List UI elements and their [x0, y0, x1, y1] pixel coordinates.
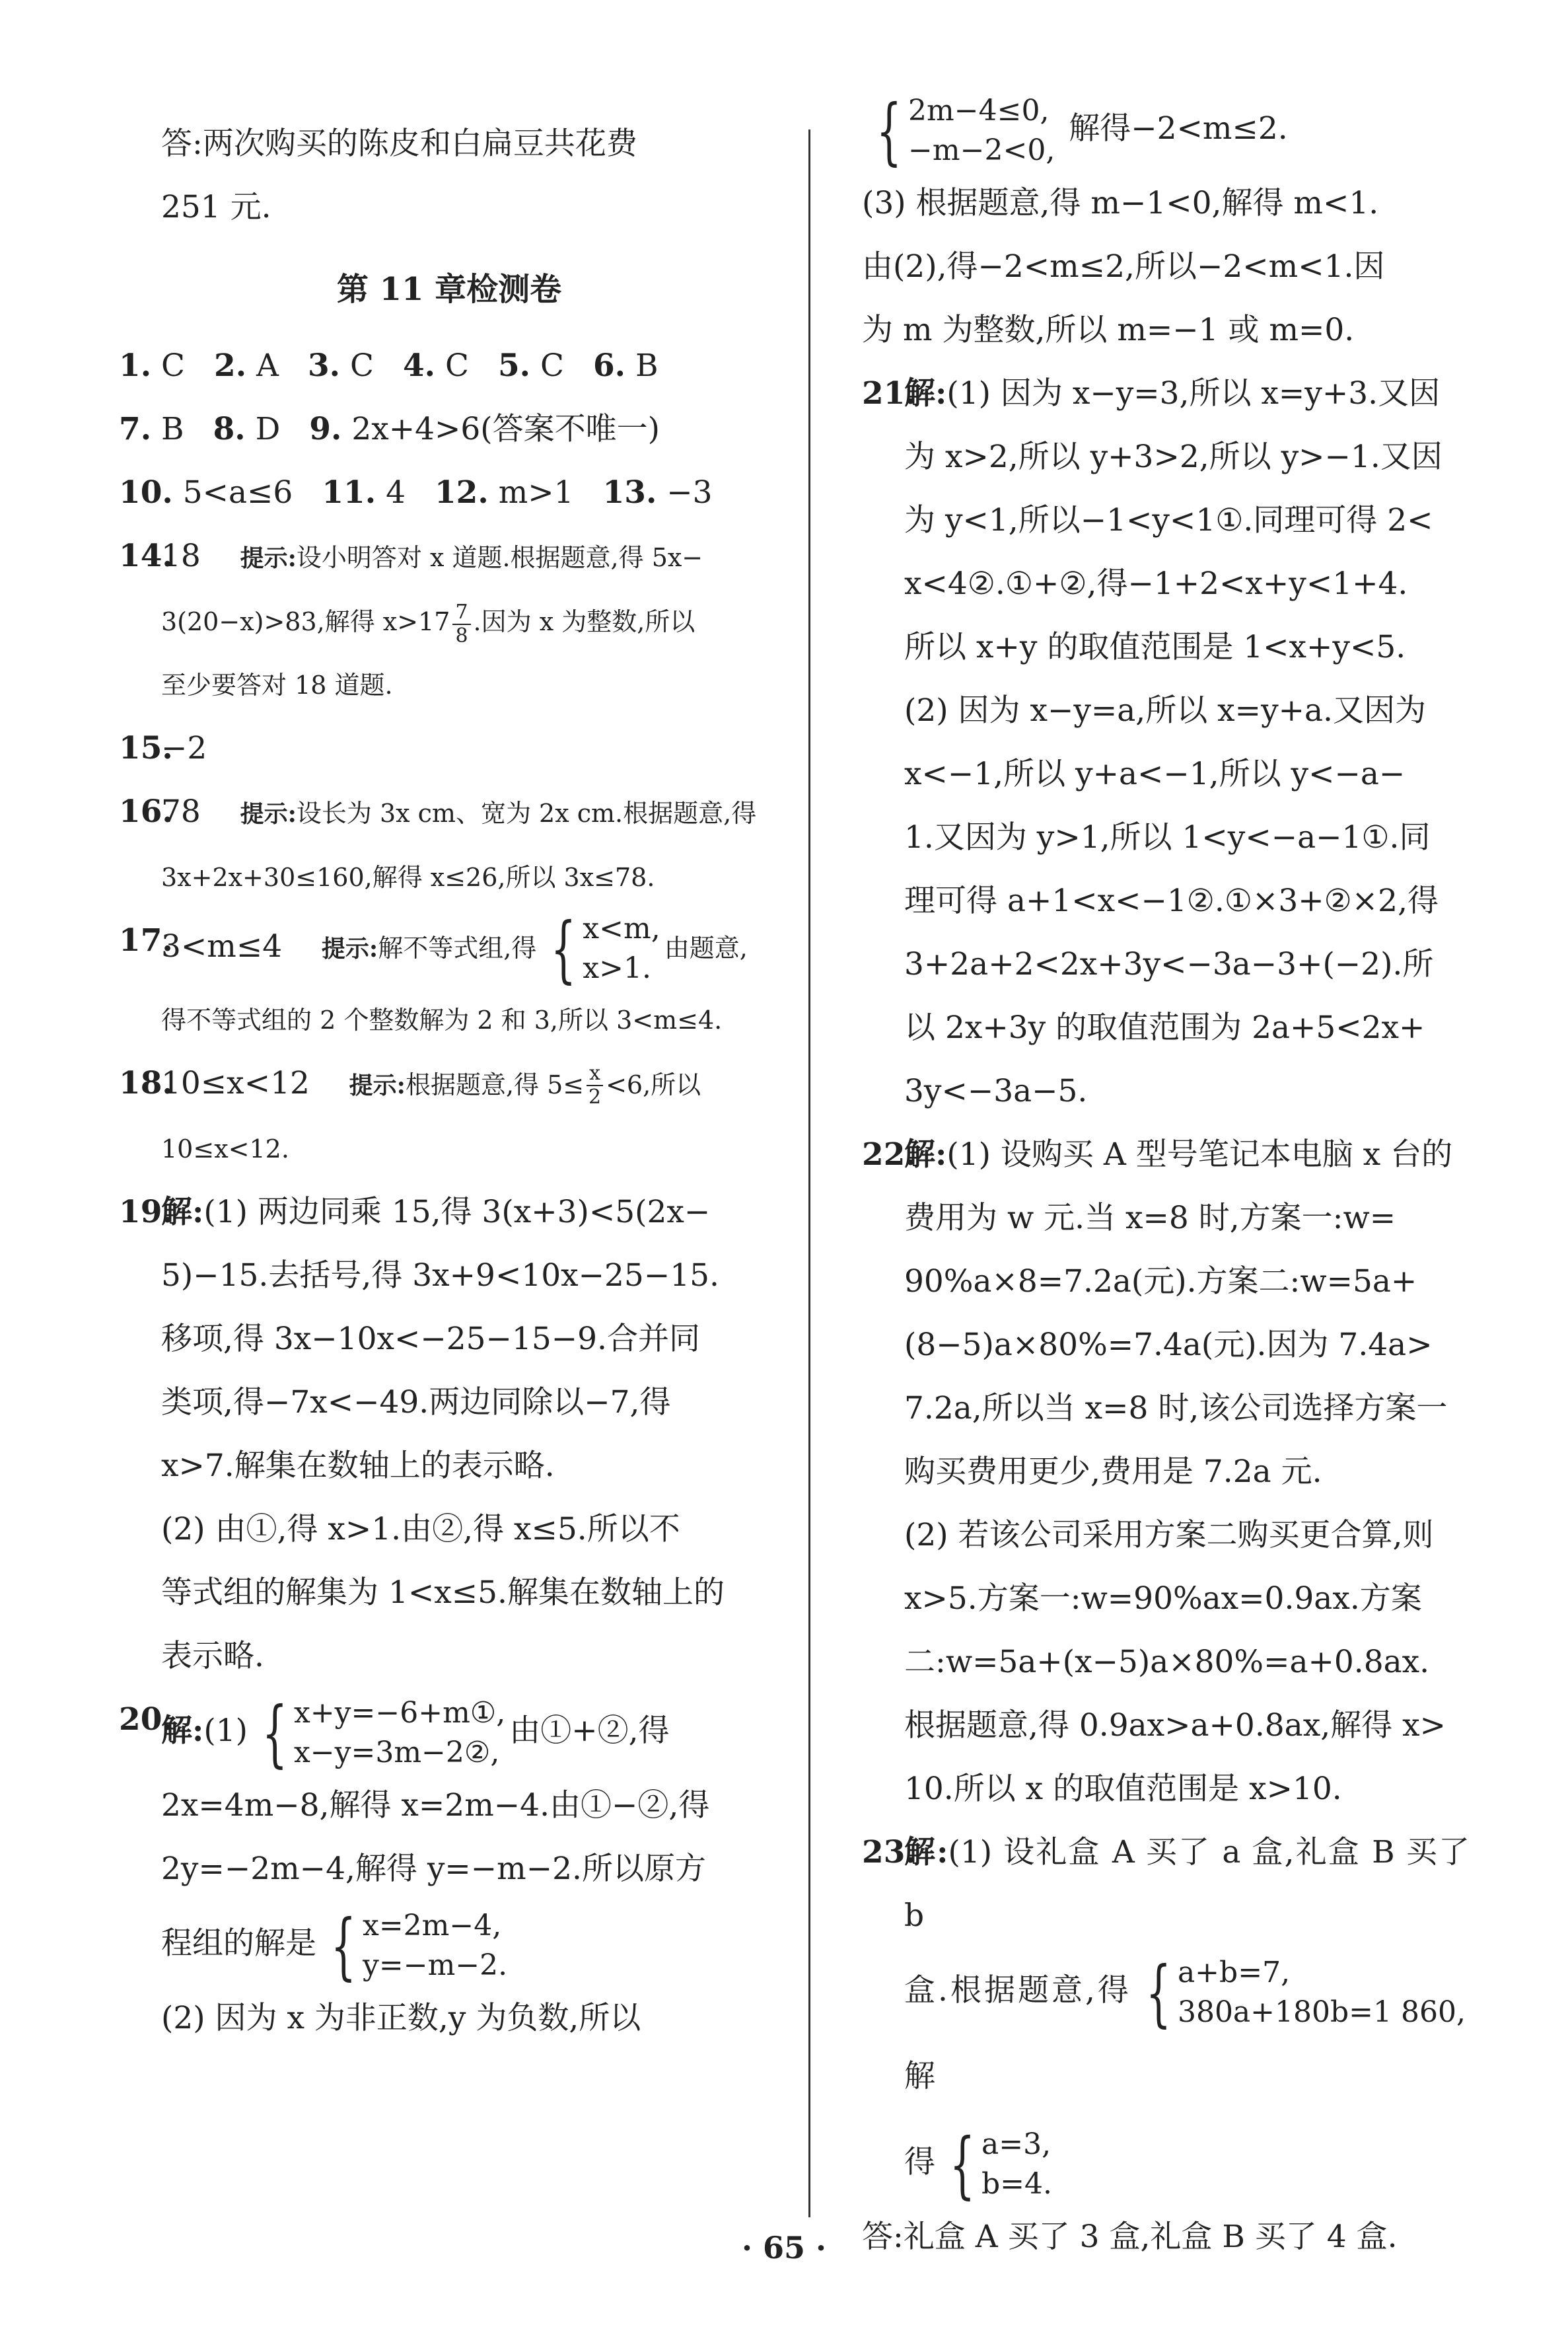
solution-line: 10.所以 x 的取值范围是 x>10.: [904, 1771, 1342, 1807]
system-line: x+y=−6+m①,: [293, 1696, 506, 1730]
hint-text: 至少要答对 18 道题.: [161, 671, 393, 700]
question-number: 20.: [119, 1701, 173, 1738]
question-21: [862, 362, 1470, 1123]
solution-line: 移项,得 3x−10x<−25−15−9.合并同: [161, 1321, 700, 1357]
solution-line: 2y=−2m−4,解得 y=−m−2.所以原方: [161, 1851, 706, 1887]
question-number: 10.: [119, 474, 173, 511]
solution-line: 90%a×8=7.2a(元).方案二:w=5a+: [904, 1263, 1417, 1300]
solution-system: { a=3, b=4.: [949, 2122, 1053, 2207]
answer-value: D: [255, 411, 281, 447]
hint-text: 根据题意,得 5≤: [405, 1070, 585, 1099]
solution-line: 根据题意,得 0.9ax>a+0.8ax,解得 x>: [904, 1707, 1446, 1744]
solution-text: 解: [904, 2058, 935, 2094]
question-number: 8.: [213, 411, 246, 447]
solution-line: (8−5)a×80%=7.4a(元).因为 7.4a>: [904, 1327, 1433, 1363]
denominator: 8: [455, 624, 468, 647]
solution-line: 1.又因为 y>1,所以 1<y<−a−1①.同: [904, 819, 1431, 856]
answer-value: C: [445, 348, 469, 384]
equation-system: { a+b=7, 380a+180b=1 860,: [1145, 1950, 1466, 2035]
answer-value: 4: [386, 474, 406, 511]
numerator: x: [587, 1062, 603, 1086]
solution-text: 程组的解是: [161, 1925, 316, 1962]
solution-line: 所以 x+y 的取值范围是 1<x+y<5.: [904, 629, 1406, 665]
right-column: [862, 89, 1470, 2269]
question-14: [119, 525, 779, 717]
question-number: 6.: [592, 348, 626, 384]
solution-text: 得: [904, 2144, 935, 2180]
question-15: [119, 717, 779, 780]
hint-text: 10≤x<12.: [161, 1134, 289, 1163]
solution-line: 2x=4m−8,解得 x=2m−4.由①−②,得: [161, 1787, 710, 1824]
mc-answer: [403, 334, 469, 398]
solution-line: 等式组的解集为 1<x≤5.解集在数轴上的: [161, 1574, 725, 1611]
mc-answer: [435, 461, 574, 525]
solution-line: 为 y<1,所以−1<y<1①.同理可得 2<: [904, 502, 1433, 538]
answer: 18: [161, 538, 201, 574]
answer: 3<m≤4: [161, 928, 283, 965]
question-number: 16.: [119, 793, 173, 830]
solution-label: 解:: [161, 1194, 204, 1230]
hint-label: 提示:: [321, 935, 378, 963]
page-number: · 65 ·: [741, 2230, 827, 2266]
answer-value: 5<a≤6: [182, 474, 293, 511]
intro-line-1: 答:两次购买的陈皮和白扁豆共花费: [161, 126, 637, 162]
hint-text: <6,所以: [606, 1070, 701, 1099]
solution-system: { x=2m−4, y=−m−2.: [330, 1903, 508, 1988]
question-number: 3.: [307, 348, 341, 384]
hint-text: 设长为 3x cm、宽为 2x cm.根据题意,得: [296, 799, 757, 828]
solution-line: (2) 因为 x−y=a,所以 x=y+a.又因为: [904, 692, 1426, 729]
mc-answer: [322, 461, 406, 525]
mc-row-2: [119, 398, 779, 461]
numerator: 7: [452, 601, 470, 625]
solution-line: x<4②.①+②,得−1+2<x+y<1+4.: [904, 566, 1408, 602]
question-number: 5.: [497, 348, 531, 384]
mc-answer: [593, 334, 659, 398]
answer-value: B: [635, 348, 659, 384]
answer-value: A: [256, 348, 279, 384]
fraction: [452, 601, 470, 647]
denominator: 2: [588, 1086, 602, 1109]
mc-answer: [119, 398, 184, 461]
hint-text: 得不等式组的 2 个整数解为 2 和 3,所以 3<m≤4.: [161, 1006, 723, 1035]
solution-line: 表示略.: [161, 1638, 264, 1674]
mc-answer: [309, 398, 660, 461]
solution-label: 解:: [904, 1136, 947, 1173]
solution-line: (2) 由①,得 x>1.由②,得 x≤5.所以不: [161, 1511, 680, 1547]
question-number: 7.: [119, 411, 152, 447]
question-number: 21.: [862, 375, 916, 412]
answer-value: m>1: [498, 474, 574, 511]
inequality-system: { 2m−4≤0, −m−2<0,: [876, 89, 1055, 173]
solution-line: 7.2a,所以当 x=8 时,该公司选择方案一: [904, 1390, 1448, 1426]
mc-row-3: [119, 461, 779, 525]
system-line: −m−2<0,: [908, 133, 1055, 167]
solution-line: 3+2a+2<2x+3y<−3a−3+(−2).所: [904, 946, 1434, 982]
inequality-system: { x<m, x>1.: [551, 906, 660, 991]
solution-line: 以 2x+3y 的取值范围为 2a+5<2x+: [904, 1010, 1425, 1046]
hint-label: 提示:: [240, 800, 297, 828]
system-line: x−y=3m−2②,: [293, 1736, 500, 1769]
hint-text: 解不等式组,得: [378, 934, 537, 963]
question-22: [862, 1123, 1470, 1821]
system-line: 380a+180b=1 860,: [1177, 1995, 1466, 2029]
system-line: y=−m−2.: [363, 1948, 508, 1982]
intro-line-2: 251 元.: [161, 189, 271, 225]
solution-line: (2) 因为 x 为非正数,y 为负数,所以: [161, 2000, 641, 2036]
hint-text: 设小明答对 x 道题.根据题意,得 5x−: [296, 543, 703, 572]
question-16: [119, 780, 779, 909]
question-23: [862, 1821, 1470, 2207]
system-line: a+b=7,: [1177, 1956, 1291, 1989]
answer: −2: [161, 730, 207, 766]
solution-label: 解:: [904, 375, 947, 412]
solution-line: 由(2),得−2<m≤2,所以−2<m<1.因: [862, 248, 1385, 285]
mc-answer: [119, 334, 185, 398]
column-divider: [808, 129, 810, 2217]
mc-answer: [214, 334, 279, 398]
solution-line: 理可得 a+1<x<−1②.①×3+②×2,得: [904, 883, 1439, 919]
answer-value: C: [161, 348, 185, 384]
system-line: x<m,: [583, 912, 660, 945]
questions-right: [862, 362, 1470, 2205]
solution-line: (1) 两边同乘 15,得 3(x+3)<5(2x−: [203, 1194, 711, 1230]
mc-answer: [498, 334, 564, 398]
question-number: 22.: [862, 1136, 916, 1173]
system-line: 2m−4≤0,: [908, 94, 1050, 128]
question-20: [119, 1688, 779, 2050]
final-answer: 答:礼盒 A 买了 3 盒,礼盒 B 买了 4 盒.: [862, 2219, 1398, 2255]
answer-value: C: [540, 348, 564, 384]
questions-left: [119, 525, 779, 2050]
mc-answer: [213, 398, 281, 461]
question-19: [119, 1181, 779, 1688]
solution-line: (1) 因为 x−y=3,所以 x=y+3.又因: [946, 375, 1441, 412]
solution-line: (3) 根据题意,得 m−1<0,解得 m<1.: [862, 185, 1379, 221]
solution-line: 为 x>2,所以 y+3>2,所以 y>−1.又因: [904, 439, 1443, 475]
system-line: b=4.: [981, 2167, 1053, 2201]
answer-value: −3: [666, 474, 713, 511]
mc-answer: [603, 461, 713, 525]
solution-line: (2) 若该公司采用方案二购买更合算,则: [904, 1517, 1434, 1553]
hint-text: 3(20−x)>83,解得 x>17: [161, 607, 450, 636]
hint-text: .因为 x 为整数,所以: [473, 607, 695, 636]
question-number: 23.: [862, 1834, 916, 1870]
answer: 78: [161, 793, 201, 830]
solution-line: 购买费用更少,费用是 7.2a 元.: [904, 1454, 1322, 1490]
answer: 10≤x<12: [161, 1065, 310, 1101]
system-line: x=2m−4,: [363, 1909, 502, 1942]
answer-value: C: [350, 348, 374, 384]
solution-line: x>7.解集在数轴上的表示略.: [161, 1448, 555, 1484]
question-number: 18.: [119, 1065, 173, 1101]
section-title: 第 11 章检测卷: [336, 271, 562, 308]
hint-text: 由题意,: [664, 934, 748, 963]
question-number: 14.: [119, 538, 173, 574]
part-label: (1): [203, 1713, 248, 1749]
solution-text: 解得−2<m≤2.: [1069, 110, 1288, 147]
answer-value: B: [161, 411, 184, 447]
solution-label: 解:: [904, 1834, 948, 1870]
equation-system: { x+y=−6+m①, x−y=3m−2②,: [262, 1691, 506, 1775]
solution-line: 为 m 为整数,所以 m=−1 或 m=0.: [862, 312, 1355, 348]
question-number: 11.: [322, 474, 376, 511]
question-number: 13.: [602, 474, 657, 511]
solution-line: (1) 设礼盒 A 买了 a 盒,礼盒 B 买了 b: [904, 1834, 1470, 1934]
solution-line: x>5.方案一:w=90%ax=0.9ax.方案: [904, 1580, 1422, 1617]
system-line: a=3,: [981, 2127, 1051, 2161]
solution-text: 由①+②,得: [509, 1713, 670, 1749]
answer-value: 2x+4>6(答案不唯一): [351, 411, 660, 447]
question-number: 4.: [402, 348, 436, 384]
question-number: 1.: [119, 348, 152, 384]
solution-line: 类项,得−7x<−49.两边同除以−7,得: [161, 1384, 671, 1421]
mc-answer: [119, 461, 293, 525]
question-number: 15.: [119, 730, 173, 766]
left-column: [119, 112, 779, 2050]
solution-line: (1) 设购买 A 型号笔记本电脑 x 台的: [946, 1136, 1453, 1173]
question-number: 17.: [119, 922, 173, 959]
solution-line: x<−1,所以 y+a<−1,所以 y<−a−: [904, 756, 1406, 792]
hint-label: 提示:: [240, 544, 297, 572]
question-number: 12.: [434, 474, 489, 511]
solution-line: 费用为 w 元.当 x=8 时,方案一:w=: [904, 1200, 1396, 1236]
fraction: [587, 1062, 603, 1109]
system-line: x>1.: [583, 951, 651, 985]
solution-line: 二:w=5a+(x−5)a×80%=a+0.8ax.: [904, 1644, 1430, 1680]
question-17: [119, 906, 779, 1052]
solution-line: 3y<−3a−5.: [904, 1073, 1088, 1109]
question-number: 2.: [214, 348, 247, 384]
mc-answer: [308, 334, 374, 398]
hint-text: 3x+2x+30≤160,解得 x≤26,所以 3x≤78.: [161, 863, 655, 892]
question-number: 9.: [309, 411, 342, 447]
hint-label: 提示:: [349, 1072, 406, 1099]
solution-line: 5)−15.去括号,得 3x+9<10x−25−15.: [161, 1257, 719, 1294]
solution-label: 解:: [161, 1713, 204, 1749]
question-number: 19.: [119, 1194, 173, 1230]
question-18: [119, 1052, 779, 1181]
mc-row-1: [119, 334, 779, 398]
solution-text: 盒.根据题意,得: [904, 1972, 1131, 2009]
